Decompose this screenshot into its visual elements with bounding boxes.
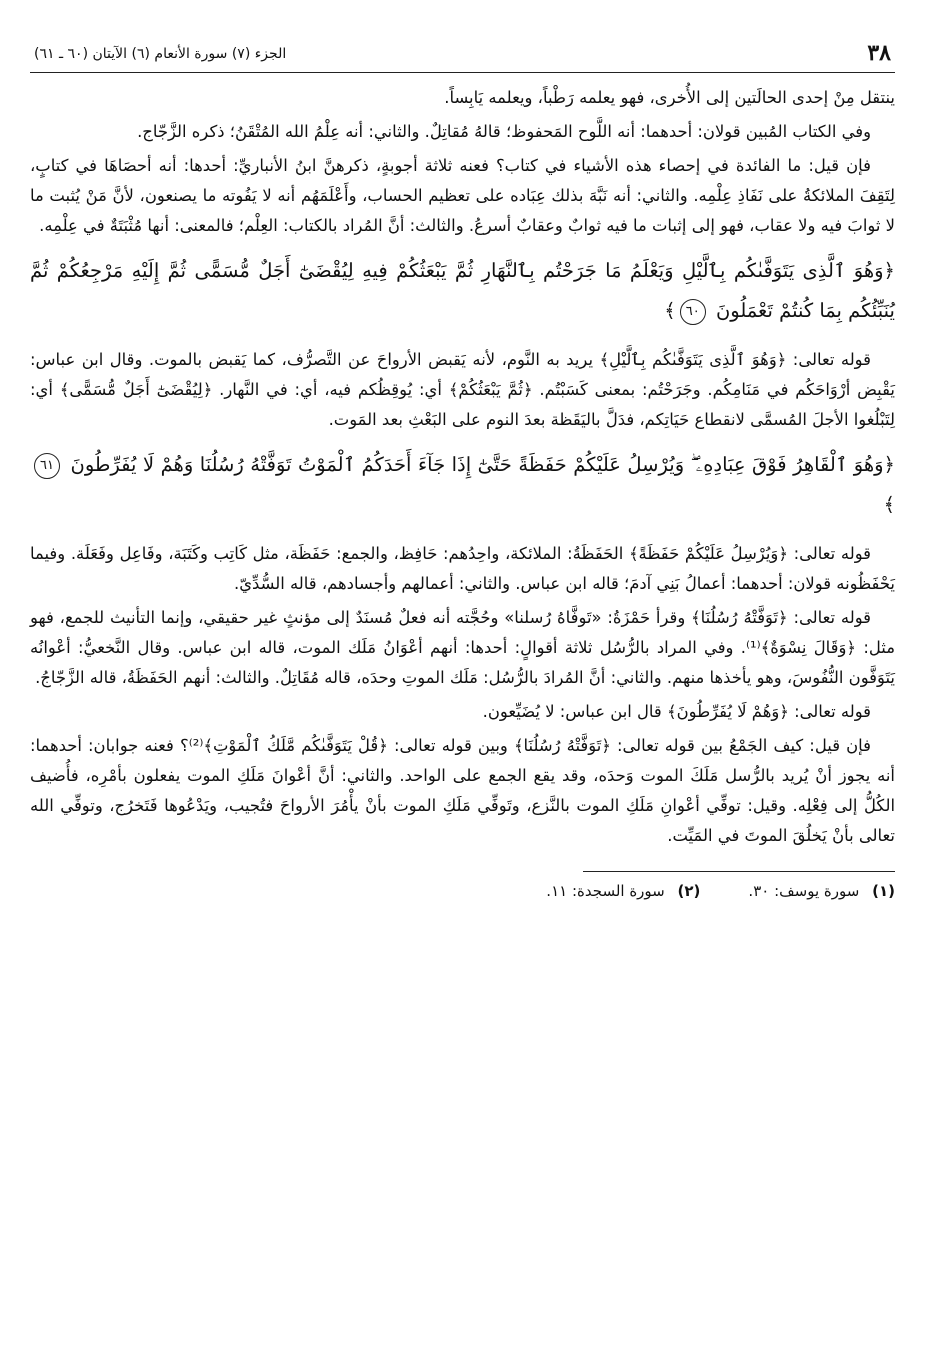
paragraph: وفي الكتاب المُبين قولان: أحدهما: أنه اللَّوح المَحفوظ؛ قالهُ مُقاتِلٌ. والثاني: أنه عِلْمُ الله المُتْقَنُ؛ ذكره الزَّجّاج. [137,122,871,141]
verse-text: ﴿وَهُوَ ٱلْقَاهِرُ فَوْقَ عِبَادِهِۦ ۖ وَيُرْسِلُ عَلَيْكُمْ حَفَظَةً حَتَّىٰٓ إِذَا جَآءَ أَحَدَكُمُ ٱلْمَوْتُ تَوَفَّتْهُ رُسُلُنَا وَهُمْ لَا يُفَرِّطُونَ [70,453,895,476]
paragraph: قوله تعالى: ﴿تَوَفَّتْهُ رُسُلُنَا﴾ وقرأ حَمْزَةُ: «تَوفَّاهُ رُسلنا» وحُجَّته أنه فعلٌ مُسنَدٌ إلى مؤنثٍ غير حقيقي، وإنما التأنيث للجمع، فهو مثل: ﴿وَقَالَ نِسْوَةٌ﴾⁽¹⁾. وفي المراد بالرُّسُل ثلاثة أقوالٍ: أحدها: أنهم أعْوَانُ مَلَك الموت، قاله ابن عباس. وقال النَّخعيُّ: أعْوانُه يَتَوَفَّون النُّفُوسَ، وهو يأخذها منهم. والثاني: أنَّ المُرادَ بالرُّسُل: مَلَك الموتِ وحدَه، قاله مُقَاتِلٌ. والثالث: أنهم الحَفَظَةُ، قاله الزَّجّاجُ. [30,608,895,687]
quran-verse-60: ﴿وَهُوَ ٱلَّذِى يَتَوَفَّىٰكُم بِٱلَّيْلِ وَيَعْلَمُ مَا جَرَحْتُم بِٱلنَّهَارِ ثُمَّ يَبْعَثُكُمْ فِيهِ لِيُقْضَىٰٓ أَجَلٌ مُّسَمًّى ثُمَّ إِلَيْهِ مَرْجِعُكُمْ ثُمَّ يُنَبِّئُكُم بِمَا كُنتُمْ تَعْمَلُونَ ٦٠﴾ [30,251,895,331]
footnote-text: سورة السجدة: ١١. [546,882,665,900]
paragraph: فإن قيل: ما الفائدة في إحصاء هذه الأشياء في كتاب؟ فعنه ثلاثة أجوبةٍ، ذكرهنَّ ابنُ الأنباريِّ: أحدها: أنه أحصَاهَا في كتابٍ، لِتَقِفَ الملائكةُ على نَفَاذِ عِلْمِه. والثاني: أنه نَبَّهَ بذلك عِبَاده على تعظيم الحساب، وأَعْلَمَهُم أنه لا يَفُوته ما يصنعون، لأنَّ مَنْ يُثبت ما لا ثوابَ فيه ولا عقاب، فهو إلى إثبات ما فيه ثوابٌ وعقابٌ أسرعُ. والثالث: أنَّ المُراد بالكتاب: العِلْم؛ فالمعنى: أنها مُثْبَتَةٌ في عِلْمِه. [30,156,895,235]
main-text [30,83,895,851]
page-header [30,40,895,73]
running-title: الجزء (٧) سورة الأنعام (٦) الآيتان (٦٠ ـ ٦١) [34,46,287,62]
verse-text: ﴿وَهُوَ ٱلَّذِى يَتَوَفَّىٰكُم بِٱلَّيْلِ وَيَعْلَمُ مَا جَرَحْتُم بِٱلنَّهَارِ ثُمَّ يَبْعَثُكُمْ فِيهِ لِيُقْضَىٰٓ أَجَلٌ مُّسَمًّى ثُمَّ إِلَيْهِ مَرْجِعُكُمْ ثُمَّ يُنَبِّئُكُم بِمَا كُنتُمْ تَعْمَلُونَ [30,259,895,322]
footnote-number: (١) [872,882,895,900]
verse-number-marker: ٦١ [34,453,60,479]
paragraph: فإن قيل: كيف الجَمْعُ بين قوله تعالى: ﴿تَوَفَّتْهُ رُسُلُنَا﴾ وبين قوله تعالى: ﴿قُلْ يَتَوَفَّىٰكُم مَّلَكُ ٱلْمَوْتِ﴾⁽²⁾؟ فعنه جوابان: أحدهما: أنه يجوز أنْ يُريد بالرُّسل مَلَكَ الموت وَحدَه، وقد يقع الجمع على الواحد. والثاني: أنَّ أعْوانَ مَلَكِ الموت يفعلون بأمْرِه، فأُضيف الكُلُّ إلى فِعْلِه. وقيل: توفِّي أعْوانِ مَلَكِ الموت بالنَّزع، وتَوفِّي مَلَكِ الموت بأنْ يأْمُرَ الأرواحَ فتُجيب، ويَدْعُوها فَتَخرُج، وتوفِّي الله تعالى بأنْ يَخلُقَ الموتَ في المَيِّت. [30,736,895,845]
footnote-1 [748,882,895,900]
paragraph: قوله تعالى: ﴿وَهُوَ ٱلَّذِى يَتَوَفَّىٰكُم بِٱلَّيْلِ﴾ يريد به النَّوم، لأنه يَقبض الأرواحَ عن التَّصرُّف، كما يَقبض بالموت. وقال ابن عباس: يَقْبِض أرْوَاحَكُم في مَنَامِكُم. وجَرَحْتُم: بمعنى كَسَبْتُم. ﴿ثُمَّ يَبْعَثُكُمْ﴾ أي: يُوقِظُكم فيه، أي: في النَّهار. ﴿لِيُقْضَىٰٓ أَجَلٌ مُّسَمًّى﴾ أي: لِتَبْلُغوا الأجلَ المُسمَّى لانقطاع حَيَاتِكم، فدَلَّ باليَقَظة بعدَ النوم على البَعْثِ بعد المَوت. [30,350,895,429]
paragraph: قوله تعالى: ﴿وَهُمْ لَا يُفَرِّطُونَ﴾ قال ابن عباس: لا يُضَيِّعون. [482,702,871,721]
paragraph: قوله تعالى: ﴿وَيُرْسِلُ عَلَيْكُمْ حَفَظَةً﴾ الحَفَظَةُ: الملائكة، واحِدُهم: حَافِظ، والجمع: حَفَظَة، مثل كَاتِب وكَتَبَة، وفَاعِل وفَعَلَة. وفيما يَحْفَظُونه قولان: أحدهما: أعمالُ بَنِي آدمَ؛ قاله ابن عباس. والثاني: أعمالهم وأجسادهم، قاله السُّدِّيّ. [30,544,895,593]
verse-number-marker: ٦٠ [680,299,706,325]
footnote-divider [583,871,895,872]
paragraph: ينتقل مِنْ إحدى الحالَتين إلى الأُخرى، فهو يعلمه رَطْباً، ويعلمه يَابِساً. [444,88,895,107]
footnote-text: سورة يوسف: ٣٠. [748,882,860,900]
footnotes [30,882,895,900]
footnote-number: (٢) [677,882,701,900]
book-page [30,40,895,900]
quran-verse-61: ﴿وَهُوَ ٱلْقَاهِرُ فَوْقَ عِبَادِهِۦ ۖ وَيُرْسِلُ عَلَيْكُمْ حَفَظَةً حَتَّىٰٓ إِذَا جَآءَ أَحَدَكُمُ ٱلْمَوْتُ تَوَفَّتْهُ رُسُلُنَا وَهُمْ لَا يُفَرِّطُونَ ٦١﴾ [30,445,895,525]
footnote-2 [546,882,700,900]
page-number: ٣٨ [867,40,891,66]
